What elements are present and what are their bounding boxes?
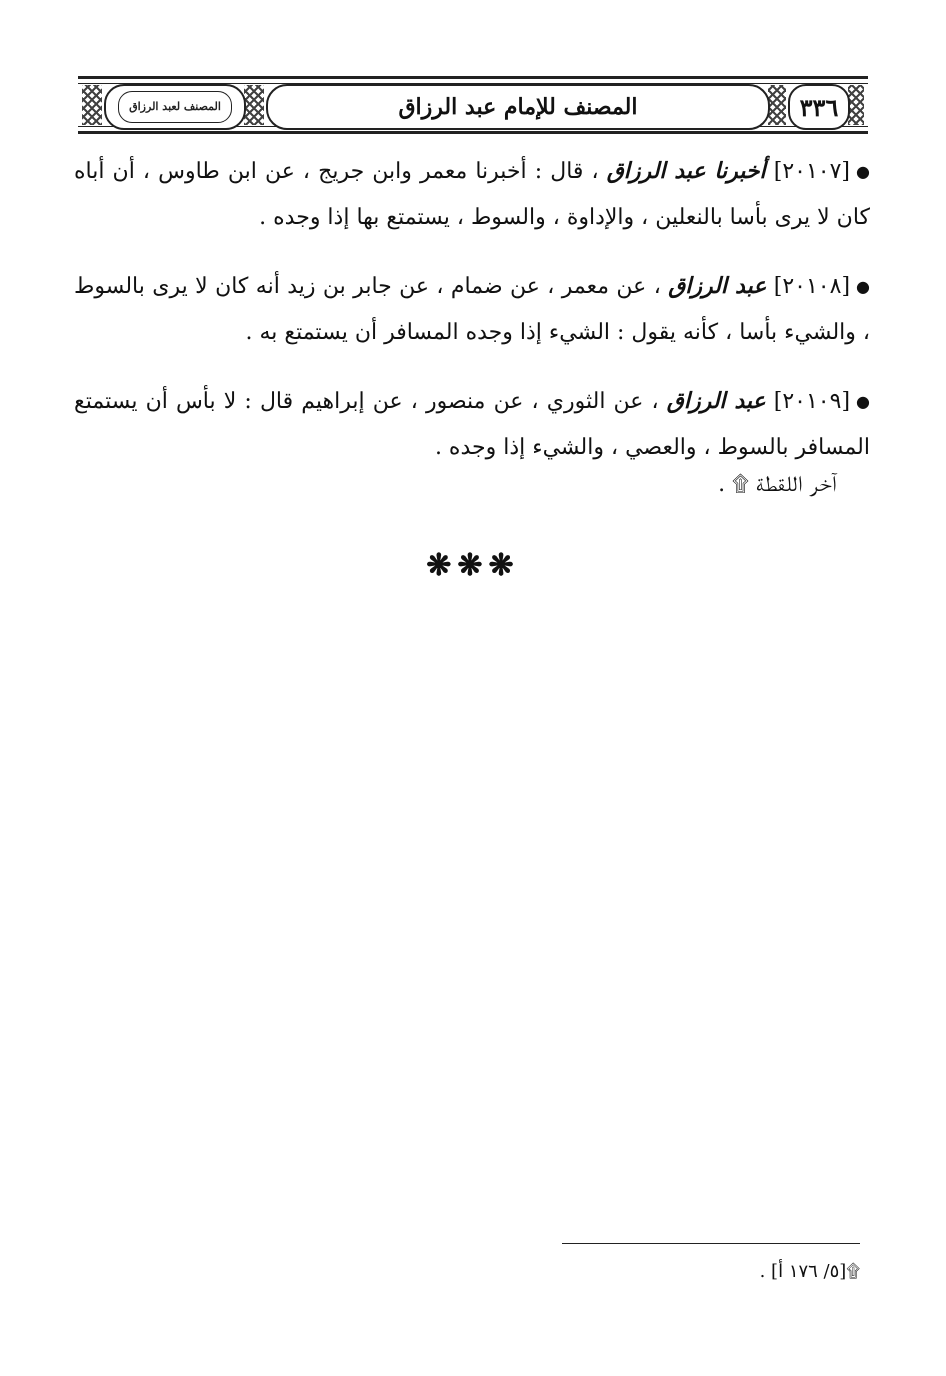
entry-number: [٢٠١٠٨] (773, 274, 851, 299)
hadith-entry (74, 148, 870, 241)
footnote: ۩[٥/ ١٧٦ أ] . (759, 1261, 860, 1282)
page-header (78, 76, 868, 134)
chapter-end-note: آخر اللقطة ۩ . (718, 472, 836, 497)
ornament-left (82, 85, 102, 125)
running-title: المصنف للإمام عبد الرزاق (398, 94, 638, 120)
entry-source: أخبرنا عبد الرزاق (606, 158, 766, 184)
entry-number: [٢٠١٠٩] (773, 389, 851, 414)
page-number-box (788, 84, 850, 130)
entry-source: عبد الرزاق (668, 273, 767, 299)
entry-source: عبد الرزاق (666, 388, 766, 414)
hadith-entry (74, 263, 870, 356)
entry-text: ، عن معمر ، عن ضمام ، عن جابر بن زيد أنه كان لا يرى بالسوط ، والشيء بأسا ، كأنه يقول : الشيء إذا وجده المسافر أن يستمتع به . (74, 274, 870, 345)
entry-text: ، عن الثوري ، عن منصور ، عن إبراهيم قال : لا بأس أن يستمتع المسافر بالسوط ، والعصي ، والشيء إذا وجده . (74, 389, 870, 460)
ornament-right (848, 85, 864, 125)
hadith-entry (74, 378, 870, 471)
page-number: ٣٣٦ (799, 92, 839, 122)
entry-text: ، قال : أخبرنا معمر وابن جريج ، عن ابن طاوس ، أن أباه كان لا يرى بأسا بالنعلين ، والإداوة ، والسوط ، يستمتع بها إذا وجده . (74, 159, 870, 230)
footnote-rule (562, 1243, 860, 1244)
main-text (74, 148, 870, 493)
section-separator: ❋❋❋ (426, 548, 520, 583)
entry-number: [٢٠١٠٧] (773, 159, 851, 184)
bullet-icon: ● (856, 277, 871, 296)
bullet-icon: ● (856, 392, 871, 411)
bullet-icon: ● (856, 162, 870, 181)
book-logo (104, 84, 246, 130)
running-title-box (266, 84, 770, 130)
ornament-left-inner (244, 85, 264, 125)
logo-text: المصنف لعبد الرزاق (118, 91, 232, 123)
ornament-right-inner (768, 85, 786, 125)
